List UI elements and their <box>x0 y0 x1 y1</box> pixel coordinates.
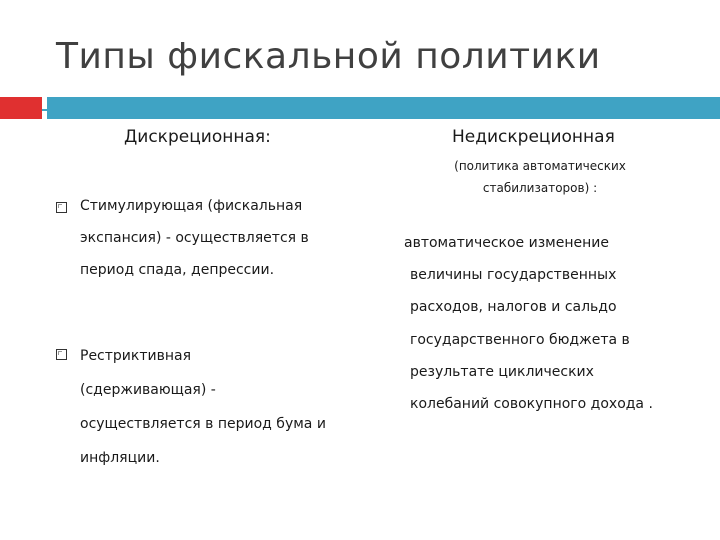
right-text-line: колебаний совокупного дохода . <box>410 396 653 412</box>
left-item-2-line: осуществляется в период бума и <box>80 416 326 432</box>
left-item-1 <box>80 190 309 286</box>
left-item-2-line: Рестриктивная <box>80 348 192 364</box>
accent-bar-red <box>0 97 42 119</box>
left-item-2-line: инфляции. <box>80 450 160 466</box>
checkbox-bullet-icon <box>56 349 67 360</box>
right-note-line: (политика автоматических <box>454 159 626 173</box>
left-item-2 <box>80 339 326 475</box>
right-heading: Недискреционная <box>452 127 615 147</box>
accent-bar-blue <box>47 97 720 119</box>
right-note-line: стабилизаторов) : <box>482 181 598 195</box>
left-item-2-line: (сдерживающая) - <box>80 382 216 398</box>
right-text-line: результате циклических <box>410 364 594 380</box>
slide-title: Типы фискальной политики <box>56 36 601 77</box>
right-text-line: расходов, налогов и сальдо <box>410 299 617 315</box>
left-heading: Дискреционная: <box>124 127 271 147</box>
right-text-line: величины государственных <box>410 267 617 283</box>
right-text-line: автоматическое изменение <box>404 235 609 251</box>
left-item-1-line: период спада, депрессии. <box>80 262 275 278</box>
right-text-line: государственного бюджета в <box>410 332 630 348</box>
right-note <box>420 155 660 199</box>
checkbox-bullet-icon <box>56 202 67 213</box>
left-item-1-line: экспансия) - осуществляется в <box>80 230 309 246</box>
left-item-1-line: Стимулирующая (фискальная <box>80 198 303 214</box>
